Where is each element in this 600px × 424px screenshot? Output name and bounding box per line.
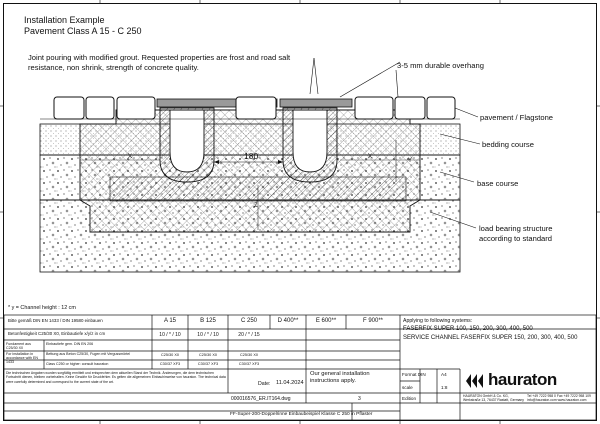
- gap-dimension: 180: [244, 151, 259, 161]
- base-course-label: base course: [477, 179, 519, 188]
- legal-text: Die technischen Angaben wurden sorgfältig ermittelt und entsprechen dem aktuellen Stand der Technik. Änderungen, die dem technischen Fortschritt dienen, bleiben vorbehalten. Keine Gewähr für Druckfehler. Es gelten die allgemeinen Einbauhinweise von hauraton. The technical data were carefully determined and correspond to the current state of the art.: [6, 371, 226, 384]
- channel-height-footnote: * y = Channel height : 12 cm: [8, 305, 76, 311]
- file-name: FF-Super-200-Doppelrinne Einbaubeispiel Klasse C 250 in Pflaster: [230, 412, 373, 417]
- company-contact: Tel +49 7222 958 0 Fax +49 7222 958 109 info@hauraton.com www.hauraton.com: [527, 394, 591, 403]
- applies-systems-2: SERVICE CHANNEL FASERFIX SUPER 150, 200, 300, 400, 500: [403, 335, 578, 341]
- hauraton-logo-mark: [464, 372, 486, 390]
- table-row4b-text: Class C250 or higher: consult hauraton: [46, 362, 109, 366]
- class-a15: A 15: [163, 318, 176, 324]
- load-bearing-label: load bearing structure: [479, 224, 553, 233]
- format-label: Format DIN: [402, 372, 426, 377]
- row5-a15: C30/37 XF3: [159, 362, 181, 366]
- row4-a15: C25/30 X0: [161, 353, 179, 357]
- row5-c250: C30/37 XF3: [238, 362, 260, 366]
- table-row1-label: Bitte gemäß DIN EN 1433 / DIN 19580 einbauen: [8, 318, 103, 323]
- row2-c250: 20 / * / 15: [238, 332, 260, 338]
- scale-value: 1:8: [441, 385, 448, 390]
- general-instructions: Our general installation instructions apply.: [310, 371, 370, 384]
- drawing-subtitle: Pavement Class A 15 - C 250: [24, 26, 142, 36]
- load-bearing-label-2: according to standard: [479, 234, 553, 243]
- table-row3b-text: Bettung aus Beton C25/30, Fugen mit Vergussmörtel: [46, 352, 131, 356]
- x-dimension-right: X: [368, 154, 373, 160]
- pavement-label: pavement / Flagstone: [480, 113, 554, 122]
- class-c250: C 250: [240, 318, 257, 324]
- overhang-label: 3-5 mm durable overhang: [397, 61, 484, 70]
- drawing-number: 000016576_ER.IT164.dwg: [231, 396, 291, 402]
- class-e600: E 600**: [315, 318, 337, 324]
- applies-systems-1: FASERFIX SUPER 100, 150, 200, 300, 400, 500: [403, 326, 533, 332]
- class-d400: D 400**: [277, 318, 299, 324]
- row2-b125: 10 / * / 10: [197, 332, 219, 338]
- table-row2-label: Betonfestigkeit C25/30 X0, Einbautiefe x/y/z in cm: [8, 331, 106, 336]
- drawing-title: Installation Example: [24, 15, 105, 25]
- edition-label: Edition: [402, 396, 417, 401]
- date-label: Date:: [258, 381, 271, 387]
- y-dimension: Y: [408, 158, 413, 164]
- x-dimension-left: X: [128, 154, 133, 160]
- applies-title: Applying to following systems:: [403, 318, 473, 324]
- row5-b125: C30/37 XF3: [197, 362, 219, 366]
- table-row4a-label: For installation in accordance with EN 1433: [6, 352, 38, 365]
- z-dimension: Z: [254, 203, 258, 209]
- company-address: HAURATON GmbH & Co. KG, Werkstraße 13, 76437 Rastatt, Germany: [463, 394, 524, 403]
- row2-a15: 10 / * / 10: [159, 332, 181, 338]
- format-value: A4: [441, 372, 447, 377]
- class-f900: F 900**: [362, 318, 383, 324]
- date-value: 11.04.2024: [276, 380, 304, 386]
- table-row3b-label: Einbautiefe gem. DIN EN 206: [46, 342, 94, 346]
- grout-note: Joint pouring with modified grout. Requested properties are frost and road salt resistance, non shrink, strength of concrete quality.: [28, 53, 291, 72]
- scale-label: scale: [402, 385, 413, 390]
- class-b125: B 125: [200, 318, 216, 324]
- bedding-label: bedding course: [482, 140, 534, 149]
- hauraton-logo-text: hauraton: [488, 370, 557, 389]
- row4-c250: C25/30 X0: [240, 353, 258, 357]
- table-row3a-label: Fundament aus C25/30 X0: [6, 342, 31, 351]
- drawing-index: 3: [358, 396, 361, 402]
- row4-b125: C25/30 X0: [199, 353, 217, 357]
